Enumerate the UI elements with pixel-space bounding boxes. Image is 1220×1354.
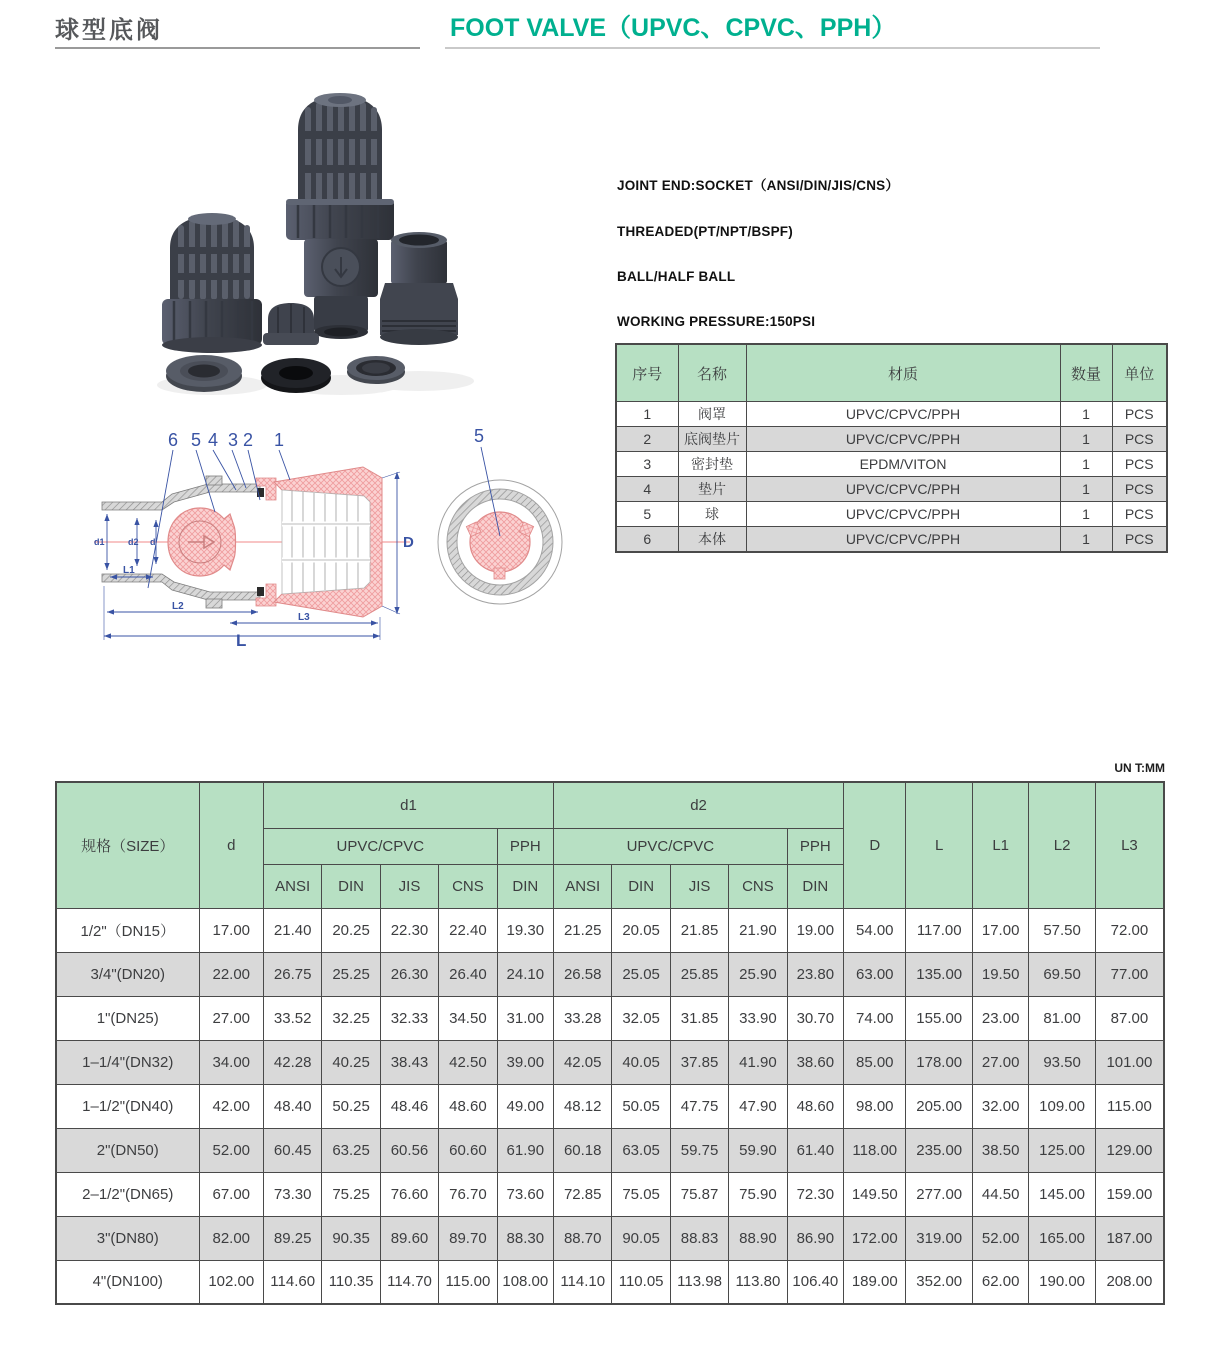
- table-cell: 密封垫: [678, 452, 746, 477]
- table-cell: 76.60: [380, 1172, 438, 1216]
- table-cell: 47.75: [670, 1084, 728, 1128]
- table-cell: 37.85: [670, 1040, 728, 1084]
- table-cell: 50.05: [612, 1084, 670, 1128]
- table-cell: 底阀垫片: [678, 427, 746, 452]
- dims-col-d: d: [199, 782, 263, 908]
- table-cell: 72.85: [554, 1172, 612, 1216]
- table-cell: 26.30: [380, 952, 438, 996]
- table-cell: 172.00: [844, 1216, 906, 1260]
- table-cell: 32.05: [612, 996, 670, 1040]
- table-cell: 63.25: [322, 1128, 380, 1172]
- table-cell: 42.00: [199, 1084, 263, 1128]
- table-cell: 17.00: [972, 908, 1028, 952]
- label-L2: L2: [172, 601, 184, 612]
- table-cell: 31.85: [670, 996, 728, 1040]
- dims-group-upvc-cpvc-2: UPVC/CPVC: [554, 828, 788, 864]
- table-cell: 60.60: [439, 1128, 497, 1172]
- callout-2: 2: [243, 430, 254, 450]
- table-cell: 109.00: [1029, 1084, 1095, 1128]
- dims-col-L1: L1: [972, 782, 1028, 908]
- gasket-rubber: [261, 358, 331, 393]
- table-cell: 178.00: [906, 1040, 972, 1084]
- table-cell: 1: [1060, 452, 1112, 477]
- dims-std-cns-2: CNS: [729, 864, 787, 908]
- table-cell: 135.00: [906, 952, 972, 996]
- table-row: [616, 502, 1167, 527]
- table-cell: 44.50: [972, 1172, 1028, 1216]
- table-cell: 42.50: [439, 1040, 497, 1084]
- table-cell: 89.70: [439, 1216, 497, 1260]
- dims-std-ansi-1: ANSI: [263, 864, 321, 908]
- table-cell: 85.00: [844, 1040, 906, 1084]
- spec-threaded: THREADED(PT/NPT/BSPF): [617, 224, 793, 239]
- table-cell: 319.00: [906, 1216, 972, 1260]
- table-cell: 21.85: [670, 908, 728, 952]
- table-cell: 93.50: [1029, 1040, 1095, 1084]
- dims-std-cns-1: CNS: [439, 864, 497, 908]
- table-cell: 98.00: [844, 1084, 906, 1128]
- label-d1: d1: [94, 537, 105, 547]
- table-cell: 54.00: [844, 908, 906, 952]
- dims-std-jis-2: JIS: [670, 864, 728, 908]
- dims-std-ansi-2: ANSI: [554, 864, 612, 908]
- table-row: [56, 996, 1164, 1040]
- table-cell: 34.50: [439, 996, 497, 1040]
- spec-pressure: WORKING PRESSURE:150PSI: [617, 314, 816, 329]
- table-cell: 22.00: [199, 952, 263, 996]
- table-cell: 2–1/2"(DN65): [56, 1172, 199, 1216]
- table-cell: PCS: [1112, 452, 1167, 477]
- table-cell: 57.50: [1029, 908, 1095, 952]
- table-cell: 110.35: [322, 1260, 380, 1304]
- table-cell: PCS: [1112, 477, 1167, 502]
- dims-std-jis-1: JIS: [380, 864, 438, 908]
- table-row: [56, 1084, 1164, 1128]
- product-photo: [100, 85, 560, 415]
- table-cell: 208.00: [1095, 1260, 1164, 1304]
- table-cell: 34.00: [199, 1040, 263, 1084]
- title-underline-left: [55, 47, 420, 49]
- label-D: D: [403, 534, 414, 551]
- table-cell: 21.40: [263, 908, 321, 952]
- title-underline-right: [445, 47, 1100, 49]
- cap-plug: [263, 303, 319, 345]
- table-cell: 81.00: [1029, 996, 1095, 1040]
- table-cell: 52.00: [199, 1128, 263, 1172]
- table-cell: 21.90: [729, 908, 787, 952]
- technical-drawing: [60, 420, 605, 658]
- table-cell: 48.60: [787, 1084, 843, 1128]
- table-cell: 73.60: [497, 1172, 553, 1216]
- table-cell: 5: [616, 502, 678, 527]
- dims-group-upvc-cpvc-1: UPVC/CPVC: [263, 828, 497, 864]
- spec-ball: BALL/HALF BALL: [617, 269, 736, 284]
- table-cell: 145.00: [1029, 1172, 1095, 1216]
- table-cell: 23.00: [972, 996, 1028, 1040]
- table-row: [56, 1260, 1164, 1304]
- table-row: [56, 952, 1164, 996]
- table-row: [616, 452, 1167, 477]
- callout-3: 3: [228, 430, 239, 450]
- table-cell: 1"(DN25): [56, 996, 199, 1040]
- table-cell: 77.00: [1095, 952, 1164, 996]
- table-cell: 67.00: [199, 1172, 263, 1216]
- table-cell: 3: [616, 452, 678, 477]
- dims-std-pphdin-2: DIN: [787, 864, 843, 908]
- table-cell: 149.50: [844, 1172, 906, 1216]
- dims-col-size: 规格（SIZE）: [56, 782, 199, 908]
- label-L: L: [236, 631, 247, 650]
- label-d2: d2: [128, 537, 139, 547]
- table-cell: 25.85: [670, 952, 728, 996]
- table-cell: 38.60: [787, 1040, 843, 1084]
- table-cell: 89.60: [380, 1216, 438, 1260]
- table-cell: 205.00: [906, 1084, 972, 1128]
- dims-std-din-1: DIN: [322, 864, 380, 908]
- table-cell: 352.00: [906, 1260, 972, 1304]
- dims-col-L: L: [906, 782, 972, 908]
- table-cell: 1/2"（DN15）: [56, 908, 199, 952]
- callout-4: 4: [208, 430, 219, 450]
- table-cell: 40.25: [322, 1040, 380, 1084]
- table-cell: 25.90: [729, 952, 787, 996]
- table-cell: 23.80: [787, 952, 843, 996]
- table-cell: 30.70: [787, 996, 843, 1040]
- table-cell: 19.50: [972, 952, 1028, 996]
- table-cell: 88.83: [670, 1216, 728, 1260]
- table-cell: 113.98: [670, 1260, 728, 1304]
- table-cell: 32.00: [972, 1084, 1028, 1128]
- table-cell: 32.25: [322, 996, 380, 1040]
- table-cell: EPDM/VITON: [746, 452, 1060, 477]
- table-cell: 88.30: [497, 1216, 553, 1260]
- table-cell: 63.00: [844, 952, 906, 996]
- table-cell: 1: [1060, 402, 1112, 427]
- table-cell: 60.18: [554, 1128, 612, 1172]
- table-cell: 63.05: [612, 1128, 670, 1172]
- table-cell: 1: [1060, 427, 1112, 452]
- table-cell: 72.00: [1095, 908, 1164, 952]
- table-cell: 17.00: [199, 908, 263, 952]
- table-cell: 31.00: [497, 996, 553, 1040]
- table-cell: 72.30: [787, 1172, 843, 1216]
- table-cell: 73.30: [263, 1172, 321, 1216]
- table-cell: 40.05: [612, 1040, 670, 1084]
- table-cell: 113.80: [729, 1260, 787, 1304]
- table-cell: 26.58: [554, 952, 612, 996]
- table-cell: 38.43: [380, 1040, 438, 1084]
- table-cell: 38.50: [972, 1128, 1028, 1172]
- table-cell: 75.87: [670, 1172, 728, 1216]
- end-view-callout-5: 5: [474, 426, 485, 446]
- table-cell: 155.00: [906, 996, 972, 1040]
- table-cell: 49.00: [497, 1084, 553, 1128]
- parts-table: [615, 343, 1168, 553]
- table-cell: 22.40: [439, 908, 497, 952]
- table-cell: 1: [1060, 527, 1112, 553]
- dims-group-pph-1: PPH: [497, 828, 553, 864]
- table-cell: 108.00: [497, 1260, 553, 1304]
- table-cell: 22.30: [380, 908, 438, 952]
- table-cell: 59.75: [670, 1128, 728, 1172]
- table-cell: 102.00: [199, 1260, 263, 1304]
- table-row: [616, 527, 1167, 553]
- table-cell: 3"(DN80): [56, 1216, 199, 1260]
- table-cell: 50.25: [322, 1084, 380, 1128]
- parts-col-index: 序号: [616, 344, 678, 402]
- table-cell: 47.90: [729, 1084, 787, 1128]
- foot-valve-small: [162, 213, 262, 353]
- table-cell: 88.90: [729, 1216, 787, 1260]
- dims-group-pph-2: PPH: [787, 828, 843, 864]
- table-cell: 2: [616, 427, 678, 452]
- table-cell: 118.00: [844, 1128, 906, 1172]
- table-cell: 114.70: [380, 1260, 438, 1304]
- table-cell: 4: [616, 477, 678, 502]
- table-cell: 114.10: [554, 1260, 612, 1304]
- table-cell: 89.25: [263, 1216, 321, 1260]
- table-cell: 25.25: [322, 952, 380, 996]
- table-cell: 88.70: [554, 1216, 612, 1260]
- table-cell: 27.00: [972, 1040, 1028, 1084]
- table-cell: 165.00: [1029, 1216, 1095, 1260]
- table-cell: 33.28: [554, 996, 612, 1040]
- table-cell: 48.46: [380, 1084, 438, 1128]
- table-cell: 阀罩: [678, 402, 746, 427]
- table-cell: 190.00: [1029, 1260, 1095, 1304]
- foot-valve-large: [286, 93, 394, 339]
- table-cell: PCS: [1112, 527, 1167, 553]
- dims-col-L3: L3: [1095, 782, 1164, 908]
- table-cell: 75.90: [729, 1172, 787, 1216]
- table-cell: 1–1/2"(DN40): [56, 1084, 199, 1128]
- table-cell: 24.10: [497, 952, 553, 996]
- parts-col-unit: 单位: [1112, 344, 1167, 402]
- gasket-flange: [166, 355, 242, 392]
- table-row: [616, 427, 1167, 452]
- table-cell: 74.00: [844, 996, 906, 1040]
- label-L3: L3: [298, 612, 310, 623]
- parts-col-material: 材质: [746, 344, 1060, 402]
- table-cell: 114.60: [263, 1260, 321, 1304]
- table-cell: 125.00: [1029, 1128, 1095, 1172]
- table-cell: 20.05: [612, 908, 670, 952]
- table-cell: 33.90: [729, 996, 787, 1040]
- dims-col-L2: L2: [1029, 782, 1095, 908]
- ball: [168, 508, 236, 576]
- table-cell: 33.52: [263, 996, 321, 1040]
- table-cell: UPVC/CPVC/PPH: [746, 502, 1060, 527]
- table-cell: PCS: [1112, 427, 1167, 452]
- dims-header-row-1: [56, 782, 1164, 828]
- table-cell: 1: [1060, 502, 1112, 527]
- label-L1: L1: [123, 565, 135, 576]
- table-cell: 87.00: [1095, 996, 1164, 1040]
- table-cell: 115.00: [439, 1260, 497, 1304]
- table-cell: 32.33: [380, 996, 438, 1040]
- table-cell: 21.25: [554, 908, 612, 952]
- table-cell: UPVC/CPVC/PPH: [746, 402, 1060, 427]
- table-cell: 90.35: [322, 1216, 380, 1260]
- table-cell: UPVC/CPVC/PPH: [746, 477, 1060, 502]
- table-cell: 26.40: [439, 952, 497, 996]
- strainer-cage: [274, 467, 382, 617]
- table-cell: 3/4"(DN20): [56, 952, 199, 996]
- table-cell: 110.05: [612, 1260, 670, 1304]
- table-cell: 42.28: [263, 1040, 321, 1084]
- table-cell: 61.90: [497, 1128, 553, 1172]
- label-d: d: [150, 537, 156, 547]
- table-cell: 76.70: [439, 1172, 497, 1216]
- table-row: [56, 908, 1164, 952]
- parts-col-name: 名称: [678, 344, 746, 402]
- table-cell: 235.00: [906, 1128, 972, 1172]
- table-cell: 69.50: [1029, 952, 1095, 996]
- dims-col-D: D: [844, 782, 906, 908]
- table-cell: 52.00: [972, 1216, 1028, 1260]
- spec-list: [617, 174, 899, 359]
- table-cell: 189.00: [844, 1260, 906, 1304]
- callout-1: 1: [274, 430, 285, 450]
- table-cell: 本体: [678, 527, 746, 553]
- table-cell: 75.25: [322, 1172, 380, 1216]
- table-cell: 2"(DN50): [56, 1128, 199, 1172]
- table-cell: 101.00: [1095, 1040, 1164, 1084]
- page-title-english: FOOT VALVE（UPVC、CPVC、PPH）: [450, 14, 897, 42]
- table-cell: 61.40: [787, 1128, 843, 1172]
- table-cell: 90.05: [612, 1216, 670, 1260]
- table-cell: 20.25: [322, 908, 380, 952]
- table-cell: 62.00: [972, 1260, 1028, 1304]
- table-cell: 1: [1060, 477, 1112, 502]
- table-cell: 48.12: [554, 1084, 612, 1128]
- dims-std-pphdin-1: DIN: [497, 864, 553, 908]
- table-cell: 4"(DN100): [56, 1260, 199, 1304]
- table-cell: 75.05: [612, 1172, 670, 1216]
- table-row: [56, 1128, 1164, 1172]
- table-row: [56, 1172, 1164, 1216]
- end-view: [438, 426, 562, 604]
- dimensions-table: [55, 781, 1165, 1305]
- dims-group-d1: d1: [263, 782, 553, 828]
- table-cell: 1: [616, 402, 678, 427]
- table-cell: 垫片: [678, 477, 746, 502]
- table-row: [616, 402, 1167, 427]
- dims-group-d2: d2: [554, 782, 844, 828]
- table-cell: UPVC/CPVC/PPH: [746, 527, 1060, 553]
- table-cell: 球: [678, 502, 746, 527]
- table-row: [616, 477, 1167, 502]
- table-cell: 19.30: [497, 908, 553, 952]
- table-cell: 1–1/4"(DN32): [56, 1040, 199, 1084]
- parts-col-qty: 数量: [1060, 344, 1112, 402]
- table-cell: 6: [616, 527, 678, 553]
- callout-6: 6: [168, 430, 179, 450]
- table-cell: 27.00: [199, 996, 263, 1040]
- table-cell: 86.90: [787, 1216, 843, 1260]
- table-cell: 48.40: [263, 1084, 321, 1128]
- page-title-chinese: 球型底阀: [55, 17, 163, 44]
- table-row: [56, 1216, 1164, 1260]
- table-cell: 26.75: [263, 952, 321, 996]
- table-cell: 187.00: [1095, 1216, 1164, 1260]
- table-cell: 60.56: [380, 1128, 438, 1172]
- table-cell: 277.00: [906, 1172, 972, 1216]
- table-cell: 115.00: [1095, 1084, 1164, 1128]
- table-cell: 48.60: [439, 1084, 497, 1128]
- table-cell: 106.40: [787, 1260, 843, 1304]
- callout-5: 5: [191, 430, 202, 450]
- table-cell: 19.00: [787, 908, 843, 952]
- dims-std-din-2: DIN: [612, 864, 670, 908]
- spec-joint-end: JOINT END:SOCKET（ANSI/DIN/JIS/CNS）: [617, 178, 900, 193]
- table-cell: PCS: [1112, 402, 1167, 427]
- unit-note: UN T:MM: [1114, 761, 1165, 775]
- table-cell: 159.00: [1095, 1172, 1164, 1216]
- table-cell: 42.05: [554, 1040, 612, 1084]
- table-cell: UPVC/CPVC/PPH: [746, 427, 1060, 452]
- table-cell: 59.90: [729, 1128, 787, 1172]
- table-cell: 117.00: [906, 908, 972, 952]
- parts-header-row: [616, 344, 1167, 402]
- table-cell: 41.90: [729, 1040, 787, 1084]
- table-cell: PCS: [1112, 502, 1167, 527]
- table-cell: 129.00: [1095, 1128, 1164, 1172]
- table-cell: 60.45: [263, 1128, 321, 1172]
- table-cell: 39.00: [497, 1040, 553, 1084]
- gasket-ring: [347, 356, 405, 384]
- socket-adapter: [380, 232, 458, 345]
- table-cell: 25.05: [612, 952, 670, 996]
- table-row: [56, 1040, 1164, 1084]
- table-cell: 82.00: [199, 1216, 263, 1260]
